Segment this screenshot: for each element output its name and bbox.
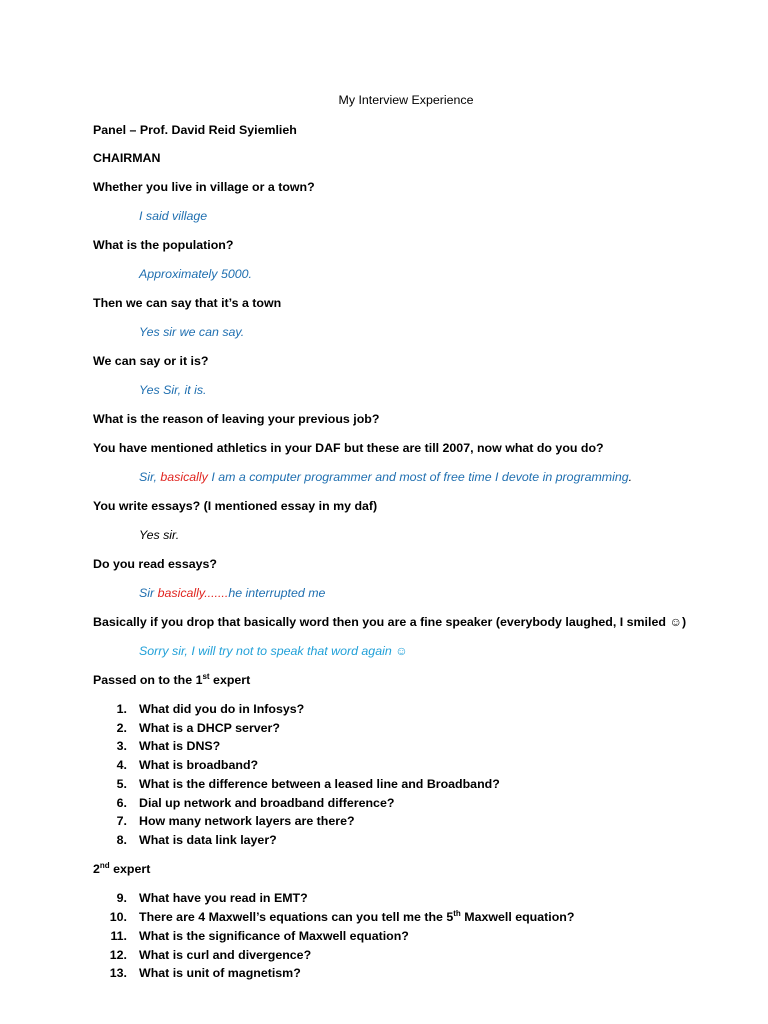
list-text: Dial up network and broadband difference? bbox=[139, 796, 395, 810]
answer-9: Sorry sir, I will try not to speak that word again ☺ bbox=[139, 644, 408, 658]
list-text: What is broadband? bbox=[139, 758, 259, 772]
answer-6-post: I am a computer programmer and most of free time I devote in programming bbox=[207, 470, 629, 484]
expert2-heading-text: 2 bbox=[93, 862, 100, 876]
answer-3: Yes sir we can say. bbox=[139, 325, 245, 339]
expert2-heading bbox=[93, 862, 150, 876]
question-8: Do you read essays? bbox=[93, 557, 217, 571]
list-text: What is DNS? bbox=[139, 739, 221, 753]
chairman-heading: CHAIRMAN bbox=[93, 151, 161, 165]
list-number: 3. bbox=[116, 739, 127, 753]
list-item bbox=[93, 929, 409, 943]
expert2-heading-post: expert bbox=[109, 862, 151, 876]
question-9: Basically if you drop that basically word then you are a fine speaker (everybody laughed, I smiled ☺) bbox=[93, 615, 687, 629]
expert1-heading-text: Passed on to the 1 bbox=[93, 673, 203, 687]
question-6: You have mentioned athletics in your DAF but these are till 2007, now what do you do? bbox=[93, 441, 604, 455]
list-number: 12. bbox=[109, 948, 127, 962]
list-number: 8. bbox=[116, 833, 127, 847]
page-title: My Interview Experience bbox=[338, 93, 474, 107]
answer-6 bbox=[139, 470, 632, 484]
list-number: 2. bbox=[116, 721, 127, 735]
panel-line: Panel – Prof. David Reid Syiemlieh bbox=[93, 123, 297, 137]
list-number: 10. bbox=[109, 910, 127, 924]
list-text-sup: th bbox=[453, 908, 461, 918]
answer-8-ellipsis: ....... bbox=[204, 586, 229, 600]
list-item bbox=[93, 966, 301, 980]
answer-6-highlight: basically bbox=[160, 470, 208, 484]
list-item bbox=[93, 777, 500, 791]
list-text: What did you do in Infosys? bbox=[139, 702, 305, 716]
list-number: 9. bbox=[116, 891, 127, 905]
list-text: What is unit of magnetism? bbox=[139, 966, 301, 980]
list-item bbox=[93, 758, 258, 772]
answer-6-end: . bbox=[628, 470, 633, 484]
list-item bbox=[93, 891, 308, 905]
list-text-post: Maxwell equation? bbox=[460, 910, 575, 924]
list-text: What have you read in EMT? bbox=[139, 891, 308, 905]
answer-6-pre: Sir, bbox=[139, 470, 161, 484]
expert1-heading bbox=[93, 673, 250, 687]
list-number: 13. bbox=[109, 966, 127, 980]
list-item bbox=[93, 702, 304, 716]
list-item bbox=[93, 948, 311, 962]
list-number: 1. bbox=[116, 702, 127, 716]
list-item bbox=[93, 796, 394, 810]
answer-8-highlight: basically bbox=[157, 586, 205, 600]
answer-8 bbox=[139, 586, 325, 600]
question-2: What is the population? bbox=[93, 238, 234, 252]
answer-2: Approximately 5000. bbox=[139, 267, 252, 281]
question-3: Then we can say that it’s a town bbox=[93, 296, 282, 310]
list-number: 11. bbox=[110, 929, 127, 943]
list-text: How many network layers are there? bbox=[139, 814, 355, 828]
answer-8-pre: Sir bbox=[139, 586, 158, 600]
list-item bbox=[93, 721, 280, 735]
expert1-heading-sup: st bbox=[202, 671, 210, 681]
list-number: 4. bbox=[116, 758, 127, 772]
list-text: What is data link layer? bbox=[139, 833, 277, 847]
list-text: What is curl and divergence? bbox=[139, 948, 312, 962]
list-number: 6. bbox=[116, 796, 127, 810]
list-text: There are 4 Maxwell’s equations can you tell me the 5 bbox=[139, 910, 454, 924]
answer-1: I said village bbox=[139, 209, 208, 223]
list-item bbox=[93, 739, 220, 753]
list-text: What is a DHCP server? bbox=[139, 721, 280, 735]
question-1: Whether you live in village or a town? bbox=[93, 180, 315, 194]
list-text: What is the difference between a leased line and Broadband? bbox=[139, 777, 500, 791]
question-4: We can say or it is? bbox=[93, 354, 209, 368]
list-item bbox=[93, 814, 355, 828]
answer-4: Yes Sir, it is. bbox=[139, 383, 207, 397]
answer-8-post: he interrupted me bbox=[228, 586, 326, 600]
list-item bbox=[93, 833, 277, 847]
answer-7: Yes sir. bbox=[139, 528, 180, 542]
expert2-heading-sup: nd bbox=[99, 860, 110, 870]
list-number: 5. bbox=[116, 777, 127, 791]
list-number: 7. bbox=[116, 814, 127, 828]
list-item bbox=[93, 910, 574, 924]
question-5: What is the reason of leaving your previous job? bbox=[93, 412, 380, 426]
expert1-heading-post: expert bbox=[209, 673, 251, 687]
list-text: What is the significance of Maxwell equation? bbox=[139, 929, 409, 943]
question-7: You write essays? (I mentioned essay in my daf) bbox=[93, 499, 378, 513]
